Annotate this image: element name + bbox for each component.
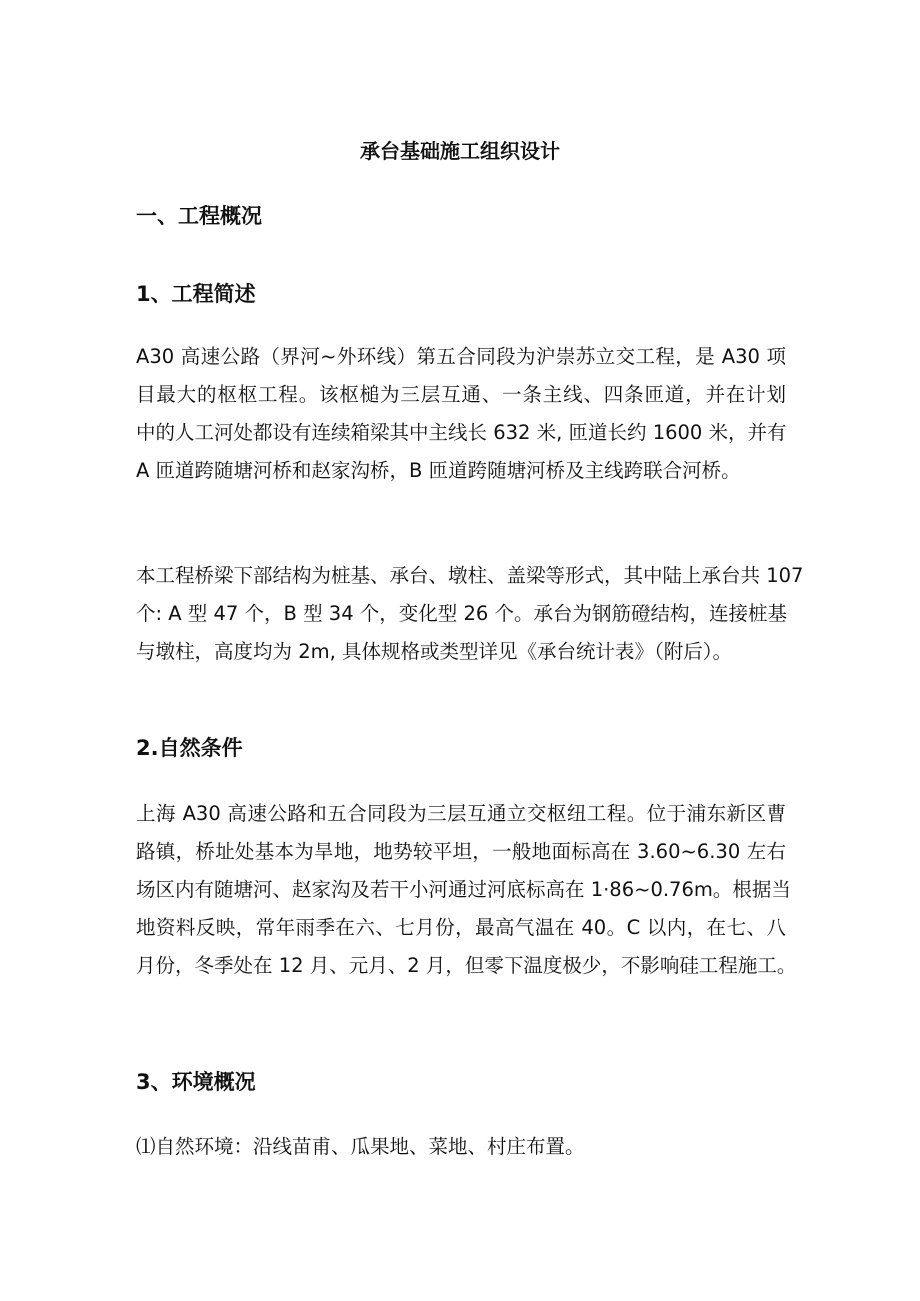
paragraph-line: 地资料反映，常年雨季在六、七月份，最高气温在 40。C 以内，在七、八 xyxy=(136,916,786,939)
paragraph-line: 个: A 型 47 个，B 型 34 个，变化型 26 个。承台为钢筋磴结构，连接桩基 xyxy=(136,602,788,625)
paragraph-line: 与墩柱，高度均为 2m, 具体规格或类型详见《承台统计表》（附后）。 xyxy=(136,640,732,663)
paragraph-line: 中的人工河处都设有连续箱梁其中主线长 632 米, 匝道长约 1600 米，并有 xyxy=(136,421,787,444)
paragraph-line: A 匝道跨随塘河桥和赵家沟桥，B 匝道跨随塘河桥及主线跨联合河桥。 xyxy=(136,459,741,482)
subsection-heading-environment: 3、环境概况 xyxy=(136,1070,256,1094)
section-heading-project-overview: 一、工程概况 xyxy=(136,204,262,228)
paragraph-line: ⑴自然环境：沿线苗甫、瓜果地、菜地、村庄布置。 xyxy=(136,1135,585,1158)
paragraph-project-summary xyxy=(136,338,786,490)
paragraph-line: 上海 A30 高速公路和五合同段为三层互通立交枢纽工程。位于浦东新区曹 xyxy=(136,802,786,825)
paragraph-line: 场区内有随塘河、赵家沟及若干小河通过河底标高在 1·86~0.76m。根据当 xyxy=(136,878,791,901)
subsection-heading-natural-conditions: 2.自然条件 xyxy=(136,736,243,760)
paragraph-line: A30 高速公路（界河~外环线）第五合同段为沪崇苏立交工程，是 A30 项 xyxy=(136,345,786,368)
paragraph-environment xyxy=(136,1128,786,1166)
document-title: 承台基础施工组织设计 xyxy=(360,139,560,163)
paragraph-line: 目最大的枢枢工程。该枢槌为三层互通、一条主线、四条匝道，并在计划 xyxy=(136,383,786,406)
paragraph-substructure xyxy=(136,557,804,671)
paragraph-line: 路镇，桥址处基本为旱地，地势较平坦，一般地面标高在 3.60~6.30 左右 xyxy=(136,840,786,863)
paragraph-natural-conditions xyxy=(136,795,797,985)
paragraph-line: 月份，冬季处在 12 月、元月、2 月，但零下温度极少，不影响硅工程施工。 xyxy=(136,954,797,977)
paragraph-line: 本工程桥梁下部结构为桩基、承台、墩柱、盖梁等形式，其中陆上承台共 107 xyxy=(136,564,804,587)
subsection-heading-project-summary: 1、工程简述 xyxy=(136,282,256,306)
